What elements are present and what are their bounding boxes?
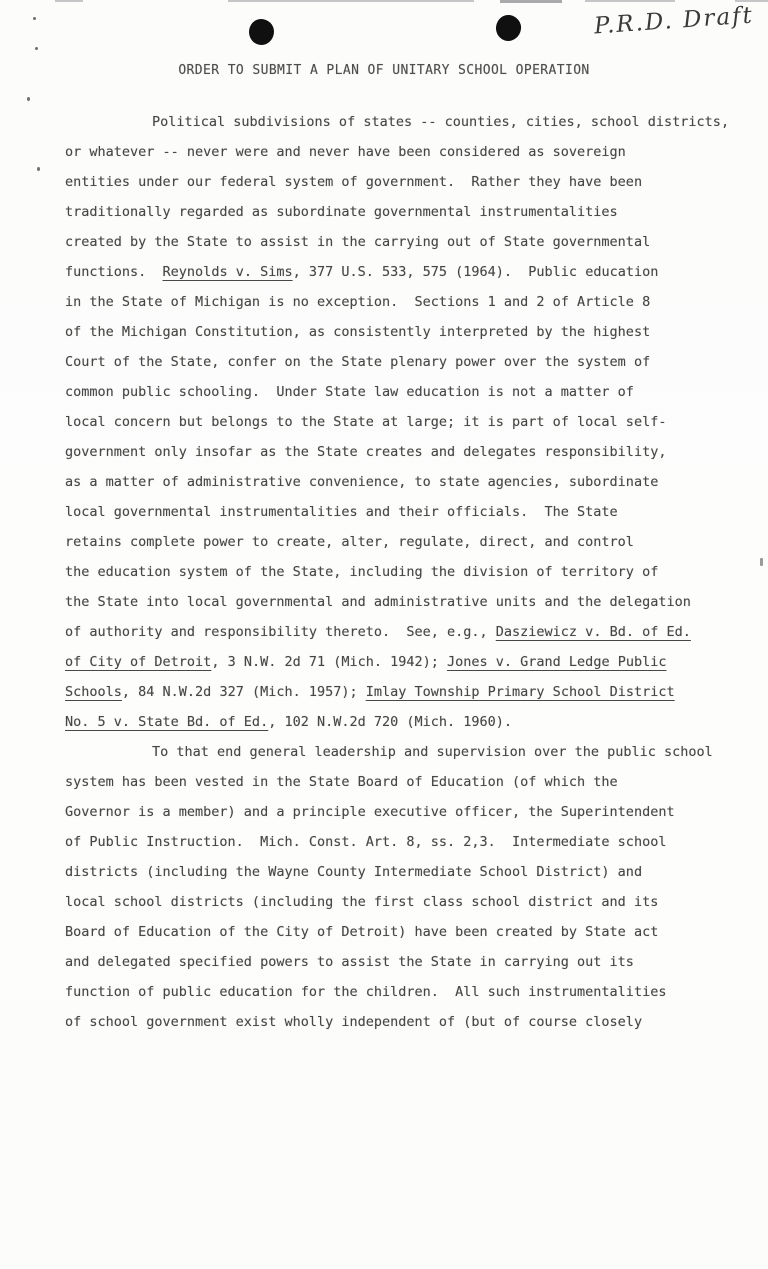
text-line — [65, 287, 725, 317]
text-line — [65, 827, 725, 857]
text-line — [65, 527, 725, 557]
text-segment: , 3 N.W. 2d 71 (Mich. 1942); — [211, 654, 448, 670]
case-citation: of City of Detroit — [65, 654, 212, 670]
scan-artifact — [33, 17, 36, 20]
text-segment: and delegated specified powers to assist the State in carrying out its — [65, 954, 634, 970]
text-line — [65, 797, 725, 827]
text-segment: or whatever -- never were and never have been considered as sovereign — [65, 144, 626, 160]
text-line — [65, 617, 725, 647]
text-segment: the education system of the State, including the division of territory of — [65, 564, 659, 580]
scan-artifact — [760, 558, 763, 566]
text-segment: Court of the State, confer on the State plenary power over the system of — [65, 354, 651, 370]
text-segment: , 84 N.W.2d 327 (Mich. 1957); — [121, 684, 366, 700]
scan-artifact — [55, 0, 83, 2]
case-citation: Imlay Township Primary School District — [365, 684, 675, 700]
text-segment: function of public education for the children. All such instrumentalities — [65, 984, 667, 1000]
text-line — [65, 437, 725, 467]
text-segment: common public schooling. Under State law education is not a matter of — [65, 384, 634, 400]
text-segment: , 377 U.S. 533, 575 (1964). Public education — [292, 264, 659, 280]
text-segment: traditionally regarded as subordinate governmental instrumentalities — [65, 204, 618, 220]
case-citation: Reynolds v. Sims — [162, 264, 293, 280]
text-line — [65, 377, 725, 407]
text-segment: retains complete power to create, alter, regulate, direct, and control — [65, 534, 634, 550]
text-segment: Political subdivisions of states -- counties, cities, school districts, — [152, 114, 730, 130]
text-segment: local governmental instrumentalities and their officials. The State — [65, 504, 618, 520]
text-line — [65, 977, 725, 1007]
hole-punch-left-icon — [249, 19, 274, 45]
text-line — [65, 737, 725, 767]
text-segment: districts (including the Wayne County Intermediate School District) and — [65, 864, 643, 880]
text-line — [65, 917, 725, 947]
hole-punch-right-icon — [494, 13, 522, 42]
text-line — [65, 647, 725, 677]
text-segment: as a matter of administrative convenience, to state agencies, subordinate — [65, 474, 659, 490]
text-line — [65, 347, 725, 377]
scan-artifact — [37, 167, 40, 171]
handwritten-note: P.R.D. Draft — [593, 2, 755, 40]
scan-artifact — [585, 0, 675, 2]
scan-artifact — [500, 0, 562, 3]
text-line — [65, 467, 725, 497]
text-line — [65, 407, 725, 437]
document-body — [65, 107, 730, 1037]
text-line — [65, 167, 725, 197]
text-segment: To that end general leadership and supervision over the public school — [152, 744, 713, 760]
text-line — [65, 947, 725, 977]
text-segment: Board of Education of the City of Detroit) have been created by State act — [65, 924, 659, 940]
scan-artifact — [27, 97, 30, 101]
text-line — [65, 107, 730, 137]
text-line — [65, 317, 725, 347]
text-segment: of authority and responsibility thereto. See, e.g., — [65, 624, 496, 640]
text-segment: functions. — [65, 264, 163, 280]
text-segment: created by the State to assist in the carrying out of State governmental — [65, 234, 651, 250]
case-citation: Dasziewicz v. Bd. of Ed. — [495, 624, 691, 640]
text-line — [65, 677, 725, 707]
text-segment: government only insofar as the State creates and delegates responsibility, — [65, 444, 667, 460]
document-title: ORDER TO SUBMIT A PLAN OF UNITARY SCHOOL OPERATION — [178, 63, 590, 78]
case-citation: No. 5 v. State Bd. of Ed. — [65, 714, 269, 730]
text-segment: entities under our federal system of government. Rather they have been — [65, 174, 643, 190]
text-line — [65, 227, 725, 257]
text-line — [65, 197, 725, 227]
text-line — [65, 557, 725, 587]
text-segment: system has been vested in the State Board of Education (of which the — [65, 774, 618, 790]
text-segment: local school districts (including the first class school district and its — [65, 894, 659, 910]
text-segment: of school government exist wholly independent of (but of course closely — [65, 1014, 643, 1030]
scan-artifact — [228, 0, 474, 2]
text-segment: the State into local governmental and administrative units and the delegation — [65, 594, 691, 610]
text-line — [65, 1007, 725, 1037]
text-line — [65, 587, 725, 617]
text-segment: of the Michigan Constitution, as consistently interpreted by the highest — [65, 324, 651, 340]
text-line — [65, 887, 725, 917]
scan-artifact — [35, 47, 38, 50]
text-segment: Governor is a member) and a principle executive officer, the Superintendent — [65, 804, 675, 820]
text-line — [65, 767, 725, 797]
case-citation: Schools — [65, 684, 122, 700]
text-segment: of Public Instruction. Mich. Const. Art. 8, ss. 2,3. Intermediate school — [65, 834, 667, 850]
text-segment: in the State of Michigan is no exception. Sections 1 and 2 of Article 8 — [65, 294, 651, 310]
text-segment: local concern but belongs to the State at large; it is part of local self- — [65, 414, 667, 430]
text-line — [65, 857, 725, 887]
text-line — [65, 707, 725, 737]
text-segment: , 102 N.W.2d 720 (Mich. 1960). — [268, 714, 513, 730]
case-citation: Jones v. Grand Ledge Public — [447, 654, 667, 670]
text-line — [65, 137, 725, 167]
text-line — [65, 257, 725, 287]
text-line — [65, 497, 725, 527]
